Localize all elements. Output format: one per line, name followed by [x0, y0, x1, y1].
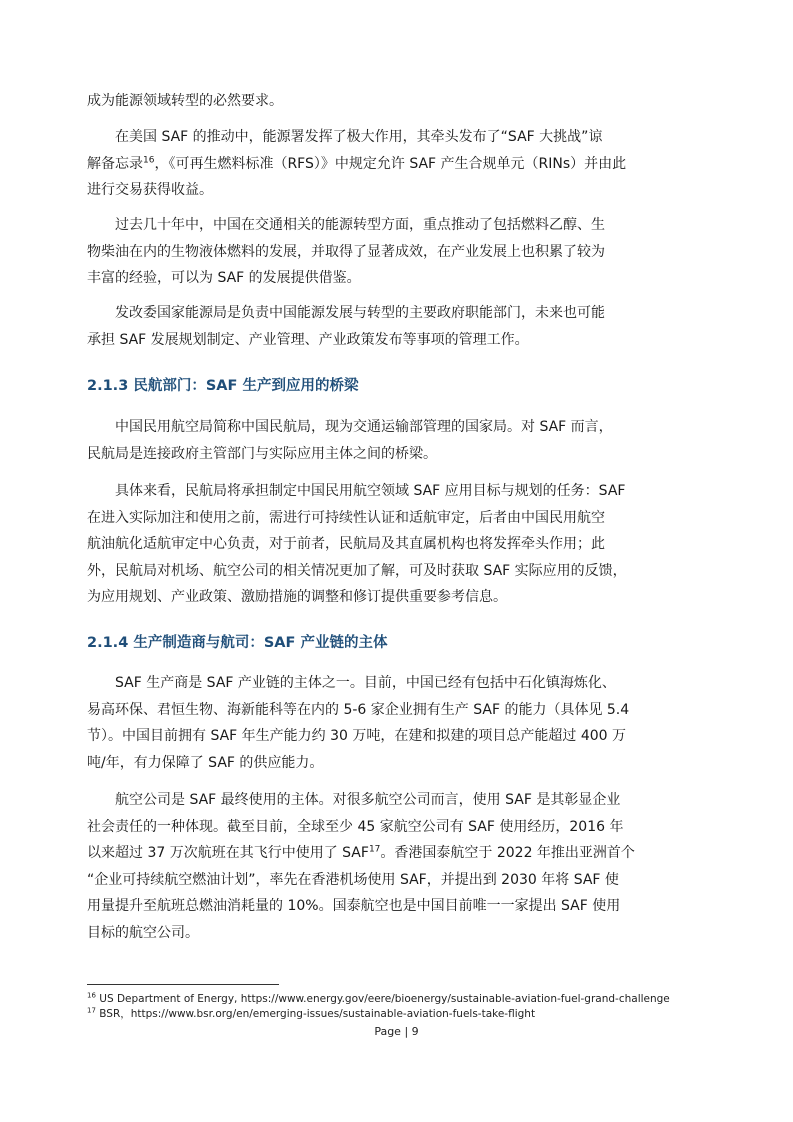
section-heading-2-1-4: 2.1.4 生产制造商与航司：SAF 产业链的主体: [87, 635, 388, 651]
text-line: 发改委国家能源局是负责中国能源发展与转型的主要政府职能部门，未来也可能: [115, 305, 605, 321]
text-line: 航油航化适航审定中心负责，对于前者，民航局及其直属机构也将发挥牵头作用；此: [87, 536, 605, 552]
text-line: 物柴油在内的生物液体燃料的发展，并取得了显著成效，在产业发展上也积累了较为: [87, 243, 605, 260]
text-line: 为应用规划、产业政策、激励措施的调整和修订提供重要参考信息。: [87, 589, 507, 605]
section-heading-2-1-3: 2.1.3 民航部门：SAF 生产到应用的桥梁: [87, 378, 359, 394]
paragraph-airlines: [87, 787, 635, 946]
text-segment: 。香港国泰航空于 2022 年推出亚洲首个: [380, 845, 635, 861]
text-line: [87, 840, 635, 867]
paragraph-us-energy-department: [87, 124, 635, 204]
text-line: 外，民航局对机场、航空公司的相关情况更加了解，可及时获取 SAF 实际应用的反馈，: [87, 562, 627, 579]
text-line: SAF 生产商是 SAF 产业链的主体之一。目前，中国已经有包括中石化镇海炼化、: [115, 675, 616, 691]
footnote-separator: [87, 984, 279, 985]
paragraph-caac-role: [87, 478, 635, 611]
text-line: 航空公司是 SAF 最终使用的主体。对很多航空公司而言，使用 SAF 是其彰显企业: [115, 792, 621, 808]
footnote-number: 16: [87, 991, 96, 1000]
text-line: [87, 124, 635, 151]
paragraph-ndrc-nea: [87, 300, 635, 353]
text-segment: 以来超过 37 万次航班在其飞行中使用了 SAF: [87, 845, 369, 861]
text-line: [87, 151, 635, 178]
text-line: 易高环保、君恒生物、海新能科等在内的 5-6 家企业拥有生产 SAF 的能力（具体见 5.4: [87, 701, 630, 718]
footnote-text[interactable]: US Department of Energy, https://www.energy.gov/eere/bioenergy/sustainable-aviation-fuel-grand-challenge: [99, 993, 670, 1005]
footnote-16: [87, 992, 670, 1006]
text-line: 丰富的经验，可以为 SAF 的发展提供借鉴。: [87, 270, 361, 286]
text-line: 目标的航空公司。: [87, 924, 199, 941]
text-line: 用量提升至航班总燃油消耗量的 10%。国泰航空也是中国目前唯一一家提出 SAF 使用: [87, 898, 621, 914]
text-line: “企业可持续航空燃油计划”，率先在香港机场使用 SAF，并提出到 2030 年将 SAF 使: [87, 871, 619, 888]
paragraph-caac-intro: [87, 414, 635, 467]
text-line: 承担 SAF 发展规划制定、产业管理、产业政策发布等事项的管理工作。: [87, 331, 529, 348]
footnote-number: 17: [87, 1006, 96, 1015]
text-line: 过去几十年中，中国在交通相关的能源转型方面，重点推动了包括燃料乙醇、生: [115, 217, 605, 233]
text-line: 社会责任的一种体现。截至目前，全球至少 45 家航空公司有 SAF 使用经历，2016 年: [87, 818, 624, 835]
text-segment: ，《可再生燃料标准（RFS）》中规定允许 SAF 产生合规单元（RINs）并由此: [154, 155, 627, 172]
footnote-ref-16[interactable]: 16: [143, 154, 155, 165]
footnote-text[interactable]: BSR，https://www.bsr.org/en/emerging-issues/sustainable-aviation-fuels-take-flight: [99, 1008, 536, 1020]
page-number-value: 9: [411, 1025, 419, 1038]
footnote-17: [87, 1007, 535, 1021]
text-line: 中国民用航空局简称中国民航局，现为交通运输部管理的国家局。对 SAF 而言，: [115, 419, 613, 435]
text-segment: 解备忘录: [87, 155, 143, 172]
page-label: Page: [374, 1025, 401, 1038]
paragraph-energy-transition-end: [87, 88, 635, 115]
text-line: 具体来看，民航局将承担制定中国民用航空领域 SAF 应用目标与规划的任务：SAF: [115, 483, 626, 499]
text-line: 民航局是连接政府主管部门与实际应用主体之间的桥梁。: [87, 445, 437, 462]
text-line: 成为能源领域转型的必然要求。: [87, 93, 283, 109]
page-separator: |: [404, 1025, 409, 1038]
paragraph-china-experience: [87, 212, 635, 292]
footnote-ref-17[interactable]: 17: [368, 844, 381, 855]
paragraph-saf-producers: [87, 670, 635, 776]
text-line: 吨/年，有力保障了 SAF 的供应能力。: [87, 754, 324, 771]
page-number: [0, 1025, 793, 1038]
text-segment: 在美国 SAF 的推动中，能源署发挥了极大作用，其牵头发布了“SAF 大挑战”谅: [115, 129, 603, 145]
text-line: 在进入实际加注和使用之前，需进行可持续性认证和适航审定，后者由中国民用航空: [87, 509, 605, 526]
text-line: 节）。中国目前拥有 SAF 年生产能力约 30 万吨，在建和拟建的项目总产能超过 400 万: [87, 728, 627, 744]
text-line: 进行交易获得收益。: [87, 182, 213, 198]
